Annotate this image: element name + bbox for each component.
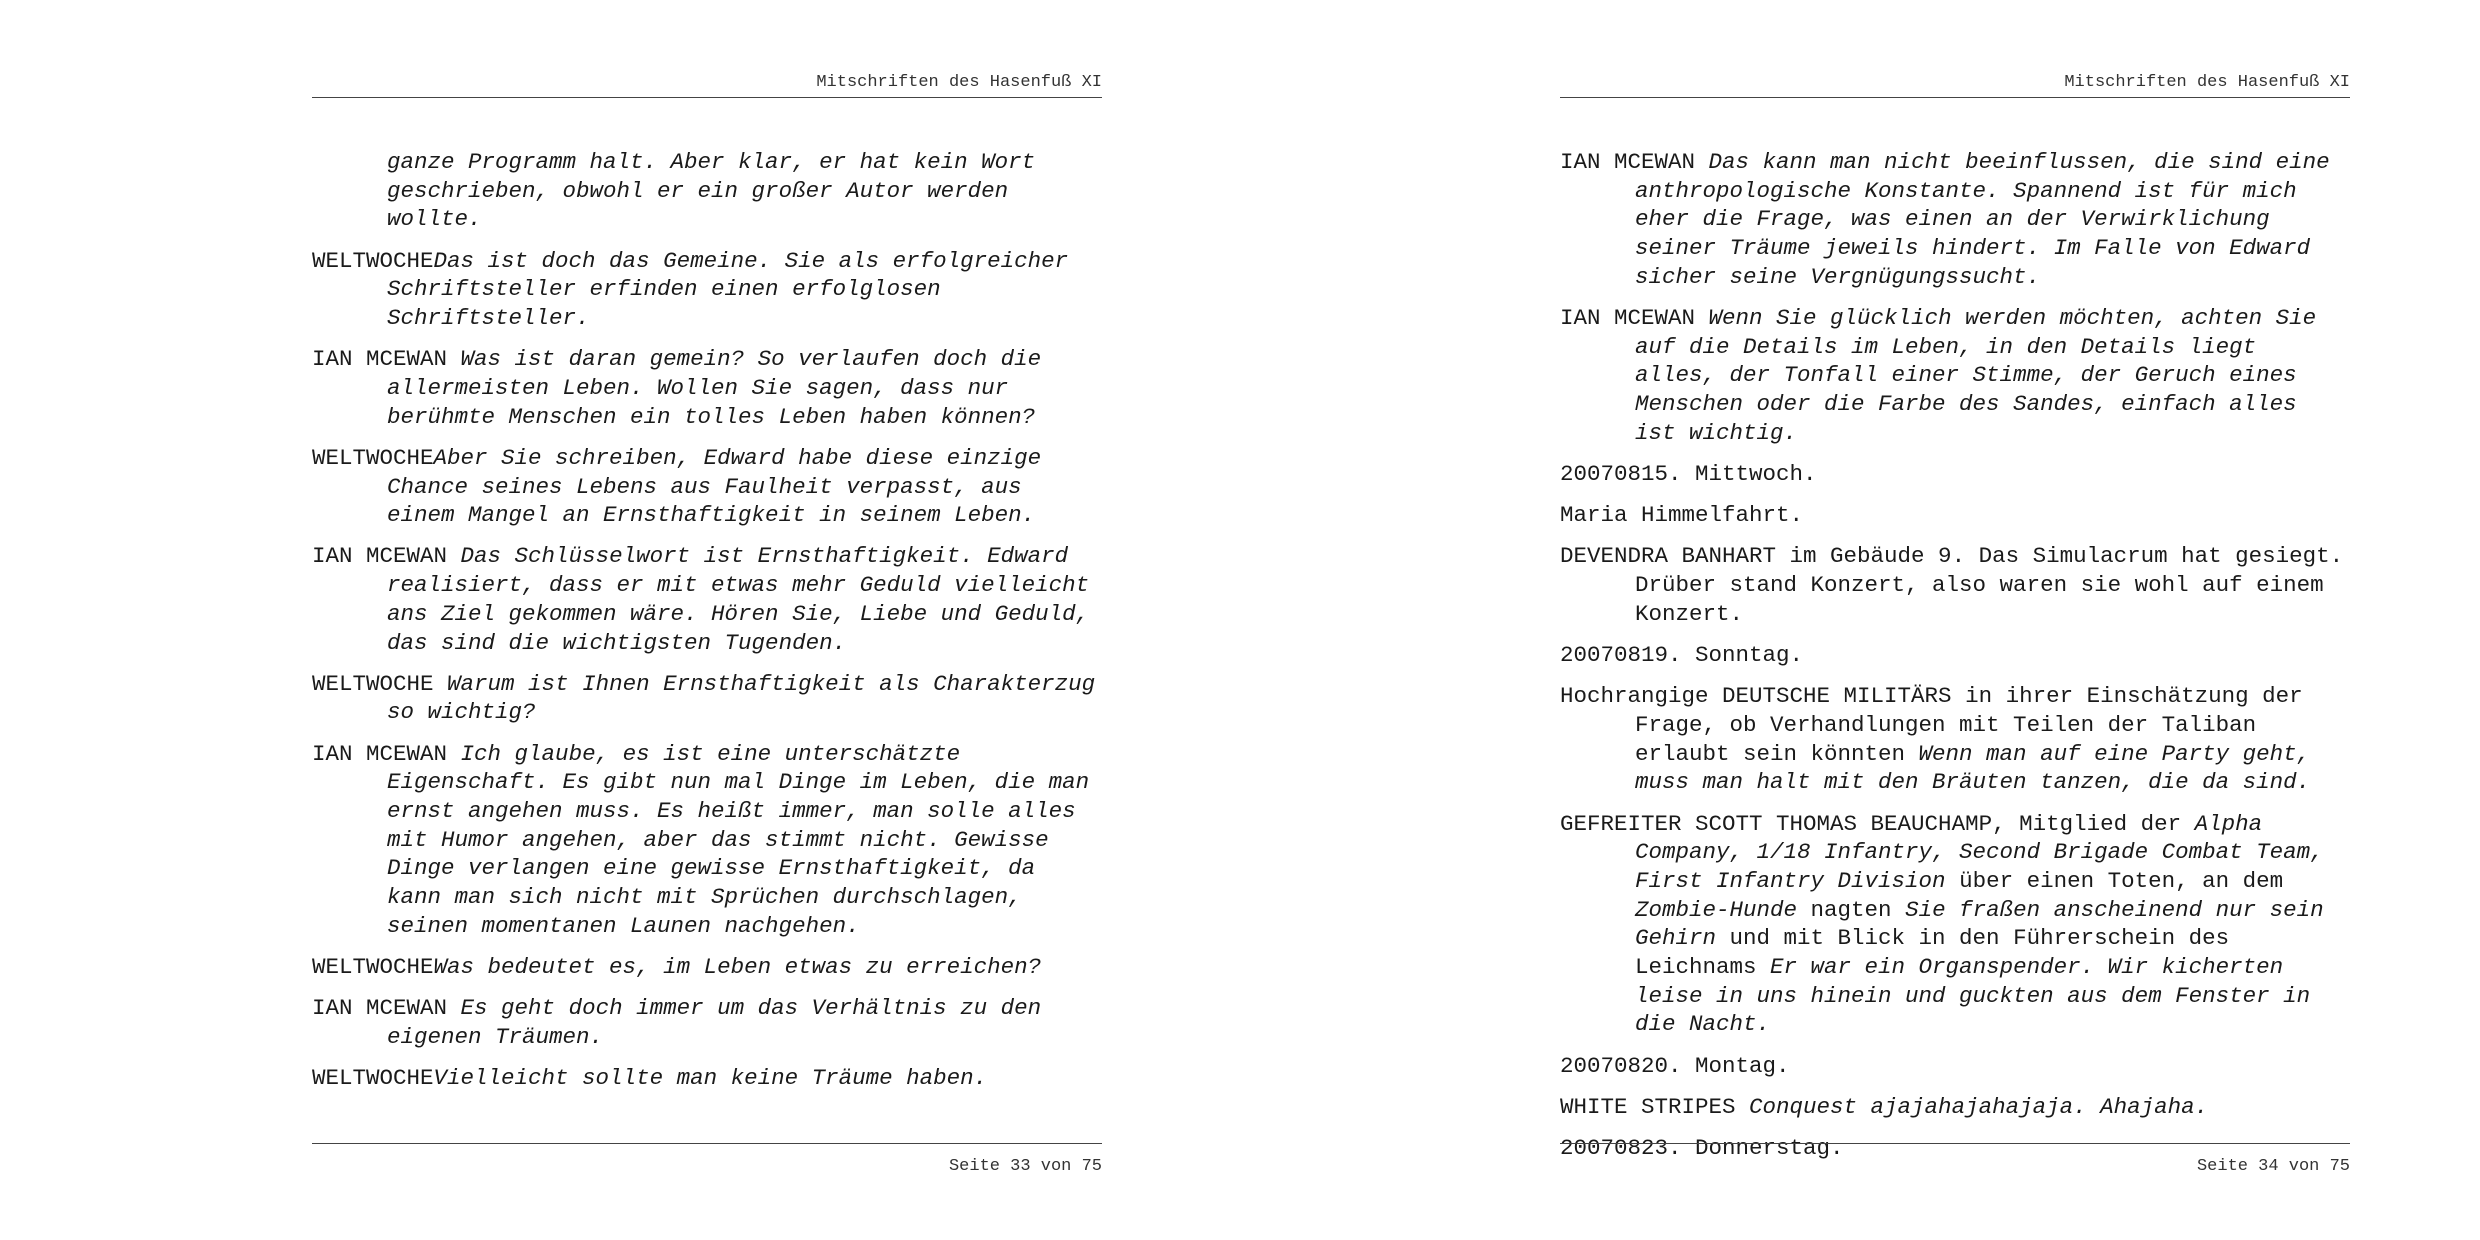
page-number: Seite 34 von 75: [2196, 1157, 2350, 1176]
entry-text: WHITE STRIPES: [1560, 1093, 1750, 1120]
italic-quote: Wenn Sie glücklich werden möchten, achten Sie auf die Details im Leben, in den Details liegt alles, der Tonfall einer Stimme, der Geruch eines Menschen oder die Farbe des Sandes, einfach alles ist wichtig.: [1635, 305, 2317, 446]
speaker-name: IAN MCEWAN: [312, 346, 448, 373]
running-head: Mitschriften des Hasenfuß XI: [816, 73, 1102, 92]
header-rule: [312, 97, 1102, 98]
journal-entry: [1560, 542, 2350, 628]
speaker-name: IAN MCEWAN: [312, 740, 448, 767]
speaker-name: WELTWOCHE: [312, 247, 434, 274]
entry-text: über einen Toten, an dem: [1945, 867, 2284, 894]
entry-text: und mit Blick in den Führerschein des Leichnams: [1635, 925, 2230, 981]
page-number: Seite 33 von 75: [948, 1157, 1102, 1176]
journal-entry: [1560, 460, 2350, 489]
running-head: Mitschriften des Hasenfuß XI: [2064, 73, 2350, 92]
interview-entry: WELTWOCHE Warum ist Ihnen Ernsthaftigkeit als Charakterzug so wichtig?: [312, 670, 1096, 726]
page-body: [312, 148, 1102, 1105]
journal-entry: [1560, 501, 2350, 530]
right-page: [1560, 0, 2350, 1240]
journal-entry: [1560, 810, 2350, 1040]
interview-entry: IAN MCEWAN Was ist daran gemein? So verlaufen doch die allermeisten Leben. Wollen Sie sagen, dass nur berühmte Menschen ein tolles Leben haben können?: [312, 346, 1042, 430]
italic-quote: Zombie-Hunde: [1635, 896, 1798, 923]
speaker-name: IAN MCEWAN: [312, 995, 448, 1022]
speaker-name: WELTWOCHE: [312, 444, 434, 471]
italic-quote: Sie fraßen anscheinend nur sein Gehirn: [1635, 896, 2324, 952]
interview-entry: WELTWOCHEAber Sie schreiben, Edward habe diese einzige Chance seines Lebens aus Faulheit verpasst, aus einem Mangel an Ernsthaftigkeit in seinem Leben.: [312, 444, 1042, 529]
interview-entry: WELTWOCHEWas bedeutet es, im Leben etwas zu erreichen?: [312, 954, 1042, 981]
entry-text: DEVENDRA BANHART im Gebäude 9. Das Simulacrum hat gesiegt. Drüber stand Konzert, also waren sie wohl auf einem Konzert.: [1560, 543, 2344, 627]
journal-entry: [1560, 148, 2350, 292]
entry-text: 20070823. Donnerstag.: [1560, 1135, 1844, 1162]
entry-text: GEFREITER SCOTT THOMAS BEAUCHAMP, Mitglied der: [1560, 810, 2195, 837]
entry-text: Maria Himmelfahrt.: [1560, 502, 1804, 529]
interview-entry: IAN MCEWAN Ich glaube, es ist eine unterschätzte Eigenschaft. Es gibt nun mal Dinge im Leben, die man ernst angehen muss. Es heißt immer, man solle alles mit Humor angehen, aber das stimmt nicht. Gewisse Dinge verlangen eine gewisse Ernsthaftigkeit, da kann man sich nicht mit Sprüchen durchschlagen, seinen momentanen Launen nachgehen.: [312, 740, 1090, 939]
page-body: [1560, 148, 2350, 1175]
entry-text: IAN MCEWAN: [1560, 149, 1709, 175]
entry-text: nagten: [1797, 896, 1906, 923]
italic-quote: Das kann man nicht beeinflussen, die sind eine anthropologische Konstante. Spannend ist für mich eher die Frage, was einen an der Verwirklichung seiner Träume jeweils hindert. Im Falle von Edward sicher seine Vergnügungssucht.: [1635, 149, 2330, 290]
journal-entry: [1560, 641, 2350, 670]
speaker-name: WELTWOCHE: [312, 1065, 434, 1092]
italic-quote: Er war ein Organspender. Wir kicherten leise in uns hinein und guckten aus dem Fenster in die Nacht.: [1635, 954, 2311, 1038]
interview-entry: WELTWOCHEDas ist doch das Gemeine. Sie als erfolgreicher Schriftsteller erfinden einen erfolglosen Schriftsteller.: [312, 247, 1069, 332]
journal-entry: [1560, 1093, 2350, 1122]
entry-text: 20070820. Montag.: [1560, 1052, 1790, 1079]
entry-text: Hochrangige DEUTSCHE MILITÄRS in ihrer Einschätzung der Frage, ob Verhandlungen mit Teilen der Taliban erlaubt sein könnten: [1560, 683, 2303, 767]
left-page: [312, 0, 1102, 1240]
interview-entry: ganze Programm halt. Aber klar, er hat kein Wort geschrieben, obwohl er ein großer Autor werden wollte.: [387, 149, 1036, 233]
speaker-name: IAN MCEWAN: [312, 543, 448, 570]
italic-quote: Conquest ajajahajahajaja. Ahajaha.: [1749, 1093, 2209, 1120]
journal-entry: [1560, 1052, 2350, 1081]
header-rule: [1560, 97, 2350, 98]
italic-quote: Wenn man auf eine Party geht, muss man halt mit den Bräuten tanzen, die da sind.: [1635, 740, 2311, 796]
entry-text: 20070819. Sonntag.: [1560, 642, 1804, 669]
speaker-name: WELTWOCHE: [312, 954, 434, 981]
italic-quote: Alpha Company, 1/18 Infantry, Second Brigade Combat Team, First Infantry Division: [1635, 810, 2324, 894]
journal-entry: [1560, 304, 2350, 448]
interview-entry: IAN MCEWAN Es geht doch immer um das Verhältnis zu den eigenen Träumen.: [312, 995, 1042, 1050]
entry-text: IAN MCEWAN: [1560, 305, 1709, 332]
footer-rule: [1560, 1143, 2350, 1144]
interview-entry: IAN MCEWAN Das Schlüsselwort ist Ernsthaftigkeit. Edward realisiert, dass er mit etwas mehr Geduld vielleicht ans Ziel gekommen wäre. Hören Sie, Liebe und Geduld, das sind die wichtigsten Tugenden.: [312, 543, 1090, 656]
interview-entry: WELTWOCHEVielleicht sollte man keine Träume haben.: [312, 1065, 988, 1092]
journal-entry: [1560, 682, 2350, 797]
entry-text: 20070815. Mittwoch.: [1560, 461, 1817, 488]
footer-rule: [312, 1143, 1102, 1144]
speaker-name: WELTWOCHE: [312, 670, 434, 697]
